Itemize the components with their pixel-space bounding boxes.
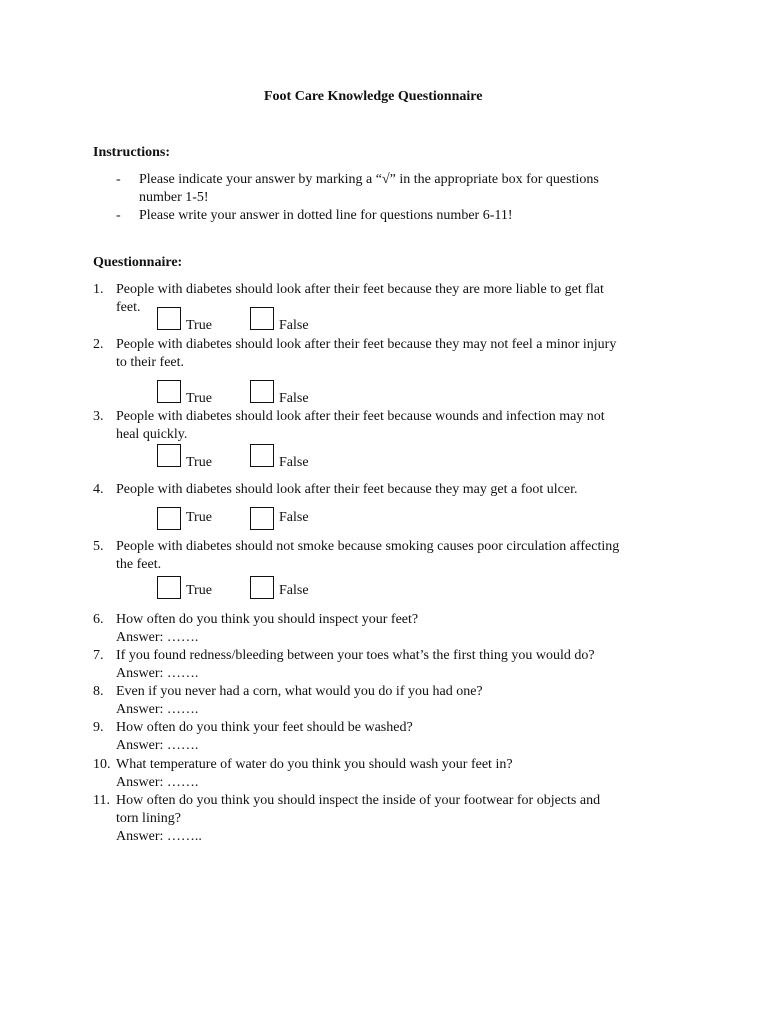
answer-field[interactable]: Answer: ……. — [116, 666, 199, 681]
question-text: People with diabetes should not smoke because smoking causes poor circulation affecting — [116, 539, 620, 554]
answer-field[interactable]: Answer: …….. — [116, 829, 202, 844]
question-number: 11. — [93, 793, 110, 808]
question-number: 3. — [93, 409, 104, 424]
question-number: 4. — [93, 482, 104, 497]
questionnaire-heading: Questionnaire: — [93, 255, 183, 270]
instructions-heading: Instructions: — [93, 145, 171, 160]
true-checkbox[interactable] — [157, 307, 181, 330]
true-label: True — [186, 318, 212, 333]
question-number: 9. — [93, 720, 104, 735]
answer-field[interactable]: Answer: ……. — [116, 630, 199, 645]
question-text: How often do you think you should inspect the inside of your footwear for objects and — [116, 793, 601, 808]
false-checkbox[interactable] — [250, 576, 274, 599]
true-label: True — [186, 583, 212, 598]
question-text: People with diabetes should look after their feet because they may not feel a minor injury — [116, 337, 617, 352]
question-text: What temperature of water do you think you should wash your feet in? — [116, 757, 513, 772]
true-checkbox[interactable] — [157, 380, 181, 403]
question-text: How often do you think you should inspect your feet? — [116, 612, 419, 627]
false-label: False — [279, 583, 309, 598]
page-title: Foot Care Knowledge Questionnaire — [264, 89, 483, 104]
question-text: How often do you think your feet should be washed? — [116, 720, 413, 735]
question-text: Even if you never had a corn, what would you do if you had one? — [116, 684, 483, 699]
question-text: People with diabetes should look after their feet because wounds and infection may not — [116, 409, 605, 424]
true-checkbox[interactable] — [157, 444, 181, 467]
instruction-bullet: - — [116, 172, 121, 187]
true-checkbox[interactable] — [157, 576, 181, 599]
false-label: False — [279, 510, 309, 525]
question-text: torn lining? — [116, 811, 181, 826]
question-text: to their feet. — [116, 355, 185, 370]
instruction-text: number 1-5! — [139, 190, 209, 205]
question-text: If you found redness/bleeding between your toes what’s the first thing you would do? — [116, 648, 595, 663]
instruction-bullet: - — [116, 208, 121, 223]
answer-field[interactable]: Answer: ……. — [116, 738, 199, 753]
false-label: False — [279, 455, 309, 470]
question-number: 6. — [93, 612, 104, 627]
instruction-text: Please indicate your answer by marking a “√” in the appropriate box for questions — [139, 172, 599, 187]
question-text: the feet. — [116, 557, 162, 572]
false-label: False — [279, 318, 309, 333]
question-text: People with diabetes should look after their feet because they may get a foot ulcer. — [116, 482, 578, 497]
true-label: True — [186, 391, 212, 406]
answer-field[interactable]: Answer: ……. — [116, 702, 199, 717]
question-number: 8. — [93, 684, 104, 699]
true-checkbox[interactable] — [157, 507, 181, 530]
true-label: True — [186, 455, 212, 470]
question-number: 1. — [93, 282, 104, 297]
question-text: heal quickly. — [116, 427, 188, 442]
false-label: False — [279, 391, 309, 406]
false-checkbox[interactable] — [250, 380, 274, 403]
answer-field[interactable]: Answer: ……. — [116, 775, 199, 790]
question-number: 2. — [93, 337, 104, 352]
question-text: People with diabetes should look after their feet because they are more liable to get flat — [116, 282, 604, 297]
question-number: 7. — [93, 648, 104, 663]
question-text: feet. — [116, 300, 141, 315]
false-checkbox[interactable] — [250, 307, 274, 330]
instruction-text: Please write your answer in dotted line for questions number 6-11! — [139, 208, 513, 223]
question-number: 5. — [93, 539, 104, 554]
question-number: 10. — [93, 757, 111, 772]
false-checkbox[interactable] — [250, 507, 274, 530]
false-checkbox[interactable] — [250, 444, 274, 467]
true-label: True — [186, 510, 212, 525]
